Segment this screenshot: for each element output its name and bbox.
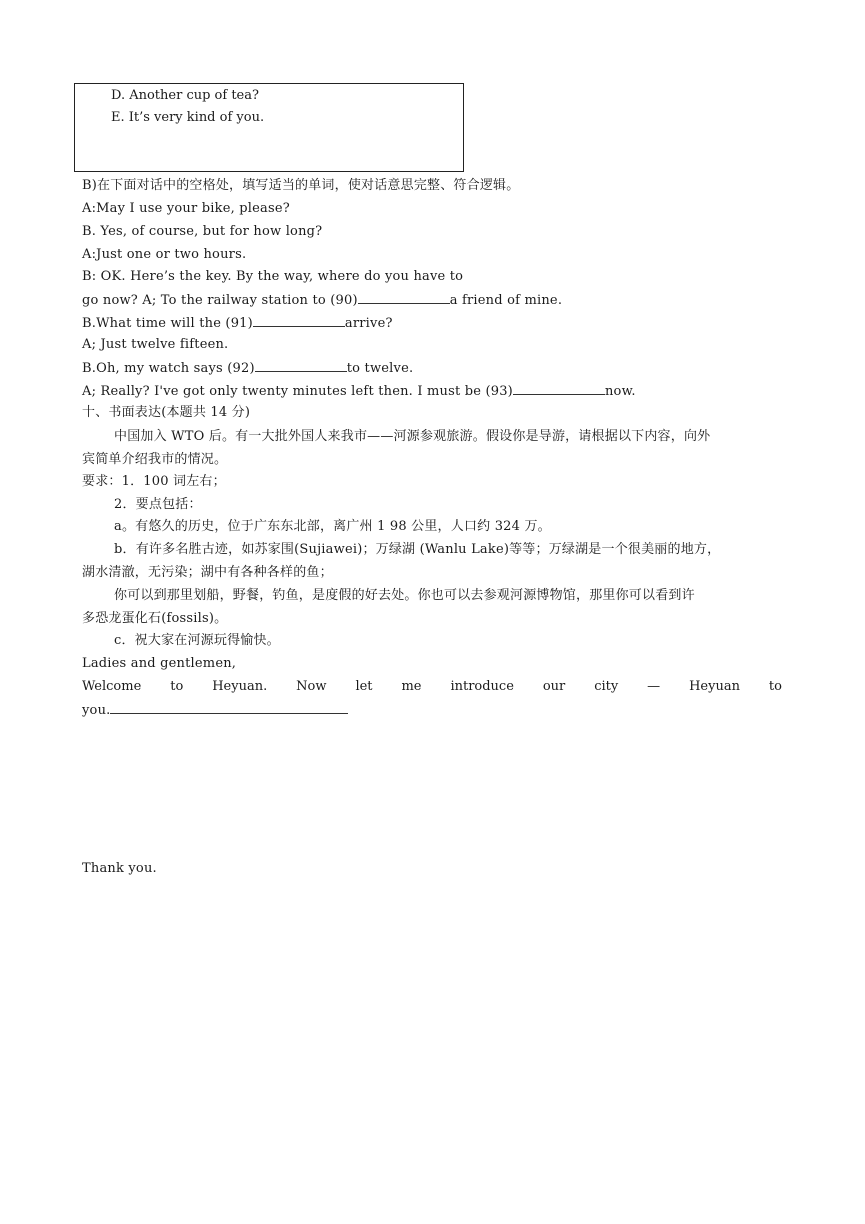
essay-you: you. xyxy=(82,703,111,718)
essay-word: me xyxy=(401,679,422,694)
dialogue-line-6 xyxy=(82,314,393,332)
point-c: c．祝大家在河源玩得愉快。 xyxy=(114,633,280,648)
dialogue-line-5-part-b: a friend of mine. xyxy=(449,293,563,308)
dialogue-line-6-part-a: B.What time will the (91) xyxy=(82,316,253,331)
dialogue-line-8 xyxy=(82,359,413,377)
option-e: E. It’s very kind of you. xyxy=(111,110,265,125)
dialogue-line-1: A:May I use your bike, please? xyxy=(82,201,290,216)
essay-greeting: Ladies and gentlemen, xyxy=(82,656,237,671)
essay-writing-blank[interactable] xyxy=(110,701,348,714)
point-b-line-2: 湖水清澈，无污染；湖中有各种各样的鱼； xyxy=(82,565,333,580)
dialogue-line-5-part-a: go now? A; To the railway station to (90) xyxy=(82,293,358,308)
essay-continuation xyxy=(82,701,348,719)
option-d: D. Another cup of tea? xyxy=(111,88,259,103)
dialogue-line-6-part-b: arrive? xyxy=(344,316,393,331)
blank-90[interactable] xyxy=(358,291,450,304)
essay-opening-line xyxy=(82,678,782,695)
options-box xyxy=(74,83,464,172)
blank-93[interactable] xyxy=(513,382,605,395)
requirement-2: 2．要点包括： xyxy=(114,497,202,512)
essay-word: introduce xyxy=(450,679,514,694)
dialogue-line-4: B: OK. Here’s the key. By the way, where do you have to xyxy=(82,269,464,284)
section-ten-intro-1: 中国加入 WTO 后。有一大批外国人来我市——河源参观旅游。假设你是导游，请根据以下内容，向外 xyxy=(114,429,711,444)
dialogue-line-9-part-a: A; Really? I've got only twenty minutes left then. I must be (93) xyxy=(82,384,513,399)
essay-word: city xyxy=(594,679,619,694)
section-ten-title: 十、书面表达(本题共 14 分) xyxy=(82,405,251,420)
essay-word: Heyuan xyxy=(689,679,740,694)
dialogue-line-5 xyxy=(82,291,562,309)
blank-92[interactable] xyxy=(255,359,347,372)
section-ten-intro-2: 宾简单介绍我市的情况。 xyxy=(82,452,228,467)
dialogue-line-9-part-b: now. xyxy=(604,384,636,399)
point-b-line-3: 你可以到那里划船，野餐，钓鱼，是度假的好去处。你也可以去参观河源博物馆，那里你可以看到许 xyxy=(114,588,695,603)
essay-word: Welcome xyxy=(82,679,142,694)
dialogue-line-9 xyxy=(82,382,636,400)
dialogue-line-8-part-b: to twelve. xyxy=(346,361,414,376)
point-b-line-4: 多恐龙蛋化石(fossils)。 xyxy=(82,611,228,626)
essay-word: to xyxy=(768,679,782,694)
requirement-1: 要求：1．100 词左右； xyxy=(82,474,226,489)
dialogue-line-2: B. Yes, of course, but for how long? xyxy=(82,224,323,239)
point-b-line-1: b．有许多名胜古迹，如苏家围(Sujiawei)；万绿湖 (Wanlu Lake)等等；万绿湖是一个很美丽的地方， xyxy=(114,542,721,557)
blank-91[interactable] xyxy=(253,314,345,327)
dialogue-line-7: A; Just twelve fifteen. xyxy=(82,337,229,352)
essay-word: let xyxy=(355,679,373,694)
essay-word: to xyxy=(170,679,184,694)
dialogue-line-3: A:Just one or two hours. xyxy=(82,247,247,262)
section-b-instruction: B)在下面对话中的空格处，填写适当的单词，使对话意思完整、符合逻辑。 xyxy=(82,178,520,193)
essay-word: Now xyxy=(296,679,327,694)
point-a: a。有悠久的历史，位于广东东北部，离广州 1 98 公里，人口约 324 万。 xyxy=(114,519,551,534)
essay-word: Heyuan. xyxy=(212,679,268,694)
essay-word: — xyxy=(647,679,661,694)
dialogue-line-8-part-a: B.Oh, my watch says (92) xyxy=(82,361,255,376)
essay-word: our xyxy=(542,679,566,694)
essay-closing: Thank you. xyxy=(82,861,157,876)
